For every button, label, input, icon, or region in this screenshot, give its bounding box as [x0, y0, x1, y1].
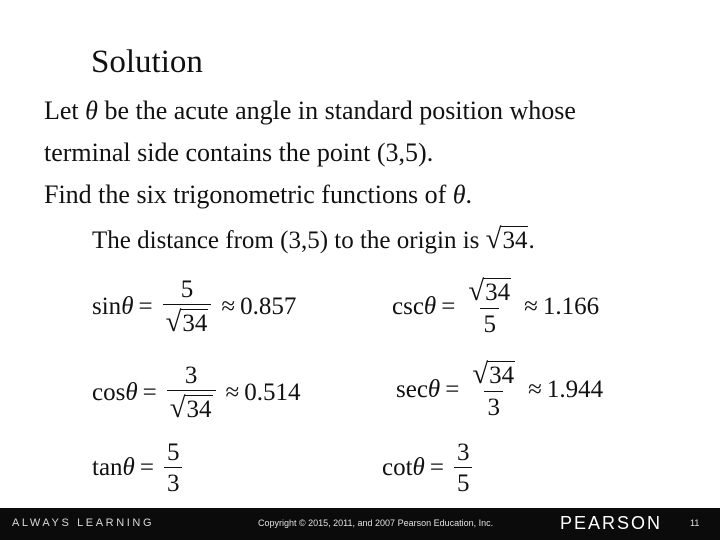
sqrt-34: √ 34	[485, 223, 528, 255]
tan-equation: tan θ = $\frac{5}{3}$	[92, 440, 187, 496]
always-learning-tagline: ALWAYS LEARNING	[12, 517, 155, 529]
statement-line-2: terminal side contains the point (3,5).	[44, 138, 434, 167]
slide-title: Solution	[91, 44, 203, 80]
csc-value: 1.166	[542, 292, 600, 320]
sec-value: 1.944	[546, 375, 604, 403]
sec-equation: sec θ = √ 34 3 ≈ 1.944	[396, 358, 604, 421]
theta-symbol: θ	[85, 96, 98, 125]
csc-fraction: √ 34 5	[468, 275, 511, 338]
sin-equation: sin θ = 5 √ 34 ≈ 0.857	[92, 276, 297, 338]
pearson-logo: PEARSON	[560, 513, 663, 533]
cot-fraction: $\frac{3}{5}$	[454, 440, 473, 496]
cos-value: 0.514	[244, 378, 301, 406]
footer-bar	[0, 508, 720, 540]
sec-fraction: √ 34 3	[472, 358, 515, 421]
statement-line-3: Find the six trigonometric functions of θ.	[44, 180, 473, 209]
tan-fraction: $\frac{5}{3}$	[164, 440, 183, 496]
distance-statement: The distance from (3,5) to the origin is √ 34 .	[92, 223, 535, 255]
csc-equation: csc θ = √ 34 5 ≈ 1.166	[392, 275, 600, 338]
theta-symbol: θ	[452, 180, 466, 209]
problem-statement	[44, 90, 684, 216]
statement-line-1: Let θ be the acute angle in standard position whose	[44, 96, 576, 125]
page-number: 11	[690, 518, 700, 528]
sin-fraction: 5 √ 34	[163, 277, 212, 337]
sin-value: 0.857	[240, 292, 297, 320]
copyright-text: Copyright © 2015, 2011, and 2007 Pearson Education, Inc.	[258, 518, 494, 528]
cos-fraction: 3 √ 34	[167, 363, 216, 423]
cos-equation: cos θ = 3 √ 34 ≈ 0.514	[92, 362, 301, 424]
cot-equation: cot θ = $\frac{3}{5}$	[382, 440, 477, 496]
